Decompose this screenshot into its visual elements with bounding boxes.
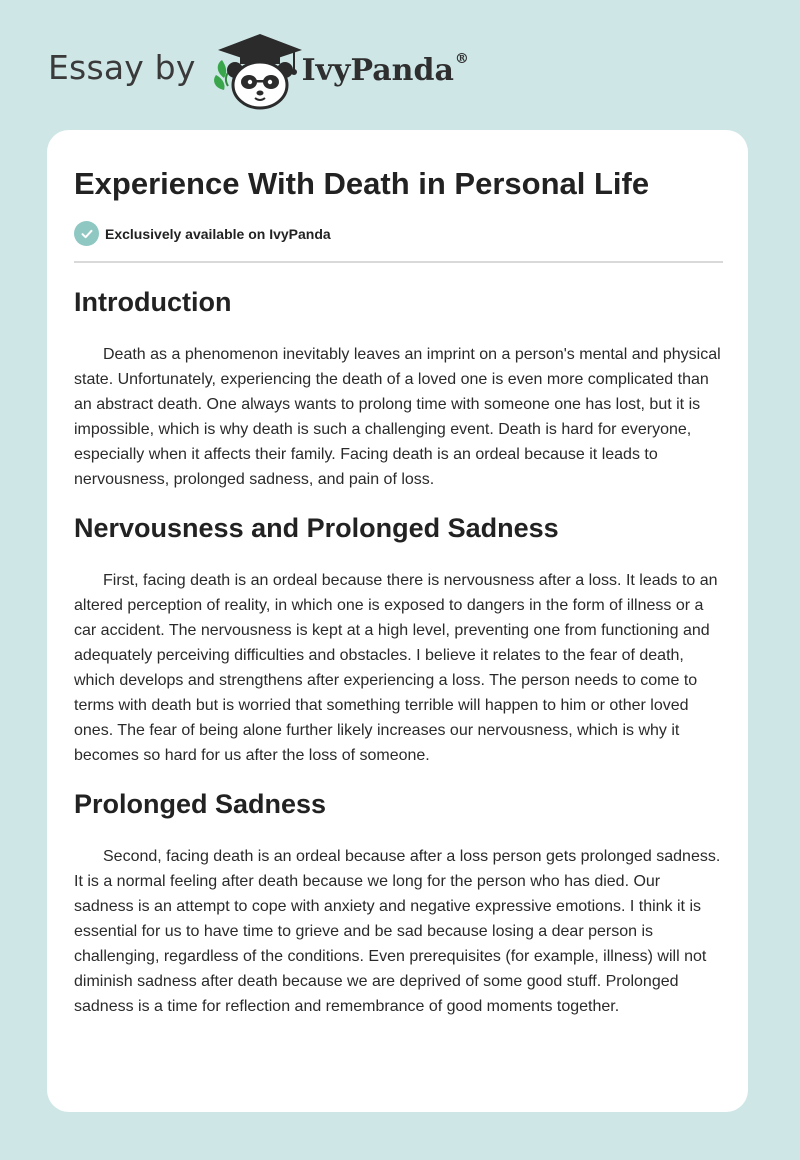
essay-card bbox=[47, 130, 748, 1112]
divider bbox=[74, 261, 723, 263]
essay-title: Experience With Death in Personal Life bbox=[74, 166, 650, 201]
panda-graduate-icon bbox=[210, 30, 302, 110]
section-heading-nervousness: Nervousness and Prolonged Sadness bbox=[74, 513, 559, 543]
registered-mark: ® bbox=[454, 50, 469, 67]
exclusive-badge-text: Exclusively available on IvyPanda bbox=[105, 225, 331, 242]
brand-name-text: IvyPanda bbox=[301, 52, 454, 88]
brand-header bbox=[48, 30, 469, 110]
check-icon bbox=[74, 221, 99, 246]
section-heading-introduction: Introduction bbox=[74, 287, 232, 317]
section-heading-prolonged-sadness: Prolonged Sadness bbox=[74, 789, 327, 819]
section-paragraph-introduction: Death as a phenomenon inevitably leaves an imprint on a person's mental and physical state. Unfortunately, experiencing the death of a loved one is even more complicated than an abstract death. One always wants to prolong time with someone one has lost, but it is impossible, which is why death is such a challenging event. Death is hard for everyone, especially when it affects their family. Facing death is an ordeal because it leads to nervousness, prolonged sadness, and pain of loss. bbox=[74, 346, 721, 488]
section-paragraph-prolonged-sadness: Second, facing death is an ordeal because after a loss person gets prolonged sadness. It is a normal feeling after death because we long for the person who has died. Our sadness is an attempt to cope with anxiety and negative expressive emotions. I think it is essential for us to have time to grieve and be sad because losing a dear person is challenging, regardless of the conditions. Even prerequisites (for example, illness) will not diminish sadness after death because we are deprived of some good stuff. Prolonged sadness is a time for reflection and remembrance of good moments together. bbox=[74, 848, 721, 1015]
section-paragraph-nervousness: First, facing death is an ordeal because there is nervousness after a loss. It leads to an altered perception of reality, in which one is exposed to dangers in the form of illness or a car accident. The nervousness is kept at a high level, preventing one from functioning and adequately perceiving difficulties and obstacles. I believe it relates to the fear of death, which develops and strengthens after experiencing a loss. The person needs to come to terms with death but is worried that something terrible will happen to him or other loved ones. The fear of being alone further likely increases our nervousness, which is why it becomes so hard for us after the loss of someone. bbox=[74, 572, 718, 764]
brand-prefix: Essay by bbox=[48, 47, 196, 87]
brand-name bbox=[301, 50, 469, 88]
essay-body bbox=[74, 280, 724, 1019]
exclusive-badge bbox=[74, 221, 331, 246]
